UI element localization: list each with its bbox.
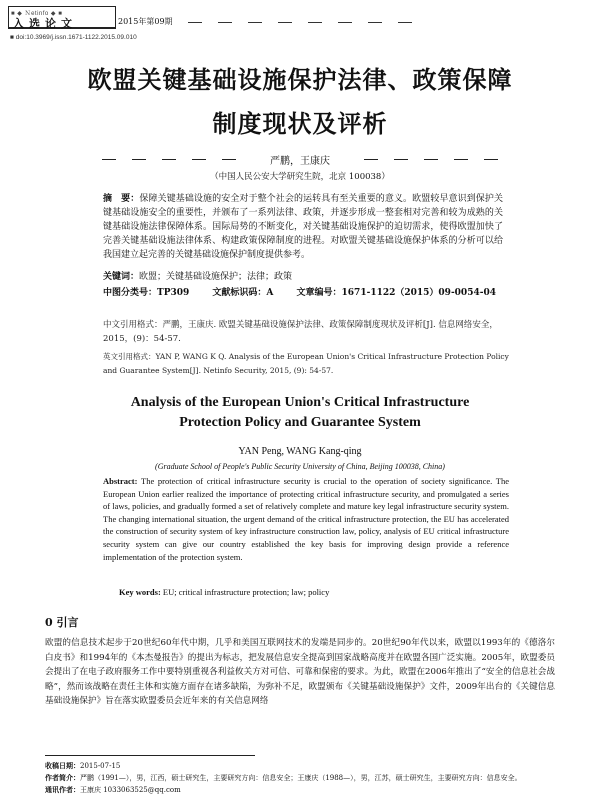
header-dash: [248, 22, 262, 23]
bio-label: 作者简介：: [45, 773, 80, 782]
citation-en-label: 英文引用格式：: [103, 352, 156, 361]
english-title-line-2: Protection Policy and Guarantee System: [179, 415, 421, 430]
section-body: 欧盟的信息技术起步于20世纪60年代中期，几乎和美国互联网技术的发端是同步的。20世纪90年代以来，欧盟以1993年的《德洛尔白皮书》和1994年的《本杰曼报告》的提出为标志，把发展信息安全提高到国家战略高度并在欧盟各国广泛实施。2005年，欧盟委员会提出了在电子政府服务工作中要特别重视各利益攸关方对可信、可靠和保密的要求。为此，欧盟在2006年推出了“安全的信息社会战略”，然而该战略在责任主体和实施方面存在诸多缺陷，为弥补不足，欧盟颁布《关键基础设施保护》文件，2009年出台的《关键信息基础设施保护》旨在落实欧盟委员会近年来的有关信息网络: [45, 638, 555, 706]
keywords-en-label: Key words:: [119, 587, 161, 597]
received-label: 收稿日期：: [45, 761, 80, 770]
header-dash: [398, 22, 412, 23]
abstract-en: [103, 475, 509, 563]
author-dash: [364, 159, 378, 160]
bio-value: 严鹏（1991—），男，江西，硕士研究生，主要研究方向：信息安全；王康庆（1988—），男，江苏，硕士研究生，主要研究方向：信息安全。: [80, 774, 522, 782]
contact: [45, 784, 565, 796]
keywords-zh: [103, 269, 503, 282]
header-dash: [308, 22, 322, 23]
authors-row: [90, 152, 510, 166]
abstract-zh-text: 保障关键基础设施的安全对于整个社会的运转具有至关重要的意义。欧盟较早意识到保护关键基础设施安全的重要性，并颁布了一系列法律、政策，并逐步形成一整套相对完善和较为成熟的关键基础设施法律保障体系。国际局势的不断变化，对关键基础设施保护的迫切需求，使得欧盟加快了完善关键基础设施法律体系、构建政策保障制度的进程。对欧盟关键基础设施保护体系的分析可以给我国建立起完善的关键基础设施保护制度提供参考。: [103, 194, 503, 260]
keywords-zh-label: 关键词：: [103, 272, 140, 282]
author-bio: [45, 772, 565, 784]
authors: 严鹏，王康庆: [270, 156, 330, 167]
header-dash: [218, 22, 232, 23]
document-code: 文献标识码：A: [212, 288, 274, 298]
header-dash: [338, 22, 352, 23]
header-dash: [188, 22, 202, 23]
author-dash: [424, 159, 438, 160]
keywords-en-text: EU; critical infrastructure protection; law; policy: [160, 587, 330, 597]
article-title-line-2: 制度现状及评析: [212, 109, 388, 138]
doi-line: ■ doi:10.3969/j.issn.1671-1122.2015.09.010: [10, 34, 137, 41]
abstract-zh: [103, 192, 503, 262]
author-dash: [394, 159, 408, 160]
badge-label: 入选论文: [13, 17, 77, 30]
footnote: [45, 760, 565, 796]
english-title-line-1: Analysis of the European Union's Critical Infrastructure: [130, 395, 470, 410]
affiliation: （中国人民公安大学研究生院，北京 100038）: [210, 172, 390, 182]
abstract-en-label: Abstract:: [103, 476, 138, 486]
citation-zh: [103, 318, 523, 346]
column-badge: [8, 6, 116, 29]
classification-row: [103, 285, 523, 298]
abstract-en-text: The protection of critical infrastructure security is crucial to the operation of society significance. The European Union earlier realized the importance of protecting critical infrastructure security, and promulgated a series of laws, policies, and gradually formed a set of relatively complete and mature key legal infrastructure security system. The changing international situation, the urgent demand of the critical infrastructure protection, the EU has accelerated the construction of security system of key infrastructure construction law, policy, analysis of EU critical infrastructure security system can give our country established the key basis for improving design provide a reference implementation of the protection system.: [103, 476, 509, 562]
section-heading: 0 引言: [45, 616, 79, 629]
received-value: 2015-07-15: [80, 762, 121, 770]
contact-value: 王康庆 1033063525@qq.com: [80, 786, 181, 794]
citation-en-text: YAN P, WANG K Q. Analysis of the European Union's Critical Infrastructure Protection Policy and Guarantee System[J]. Netinfo Security, 2015, (9): 54-57.: [103, 352, 509, 375]
citation-en: [103, 350, 523, 378]
clc-number: 中图分类号：TP309: [103, 288, 190, 298]
citation-zh-text: 严鹏，王康庆. 欧盟关键基础设施保护法律、政策保障制度现状及评析[J]. 信息网络安全，2015，(9)：54-57.: [103, 320, 498, 344]
author-dash: [454, 159, 468, 160]
badge-top-text: ■ ◆ Ｎetinfo ◆ ■: [11, 11, 63, 17]
header-dash: [368, 22, 382, 23]
received-date: [45, 760, 565, 772]
english-authors: YAN Peng, WANG Kang-qing: [238, 446, 362, 457]
citation-zh-label: 中文引用格式：: [103, 320, 163, 330]
abstract-zh-label: 摘 要：: [103, 194, 140, 204]
issue-label: 2015年第09期: [118, 17, 173, 26]
keywords-en: [119, 587, 499, 597]
author-dash: [484, 159, 498, 160]
journal-header: [8, 6, 428, 32]
contact-label: 通讯作者：: [45, 785, 80, 794]
header-dash: [278, 22, 292, 23]
english-affiliation: (Graduate School of People's Public Security University of China, Beijing 100038, China): [155, 462, 445, 471]
article-title-line-1: 欧盟关键基础设施保护法律、政策保障: [87, 65, 513, 94]
footnote-rule: [45, 755, 255, 756]
article-number: 文章编号：1671-1122（2015）09-0054-04: [296, 288, 496, 298]
keywords-zh-text: 欧盟；关键基础设施保护；法律；政策: [139, 272, 293, 282]
